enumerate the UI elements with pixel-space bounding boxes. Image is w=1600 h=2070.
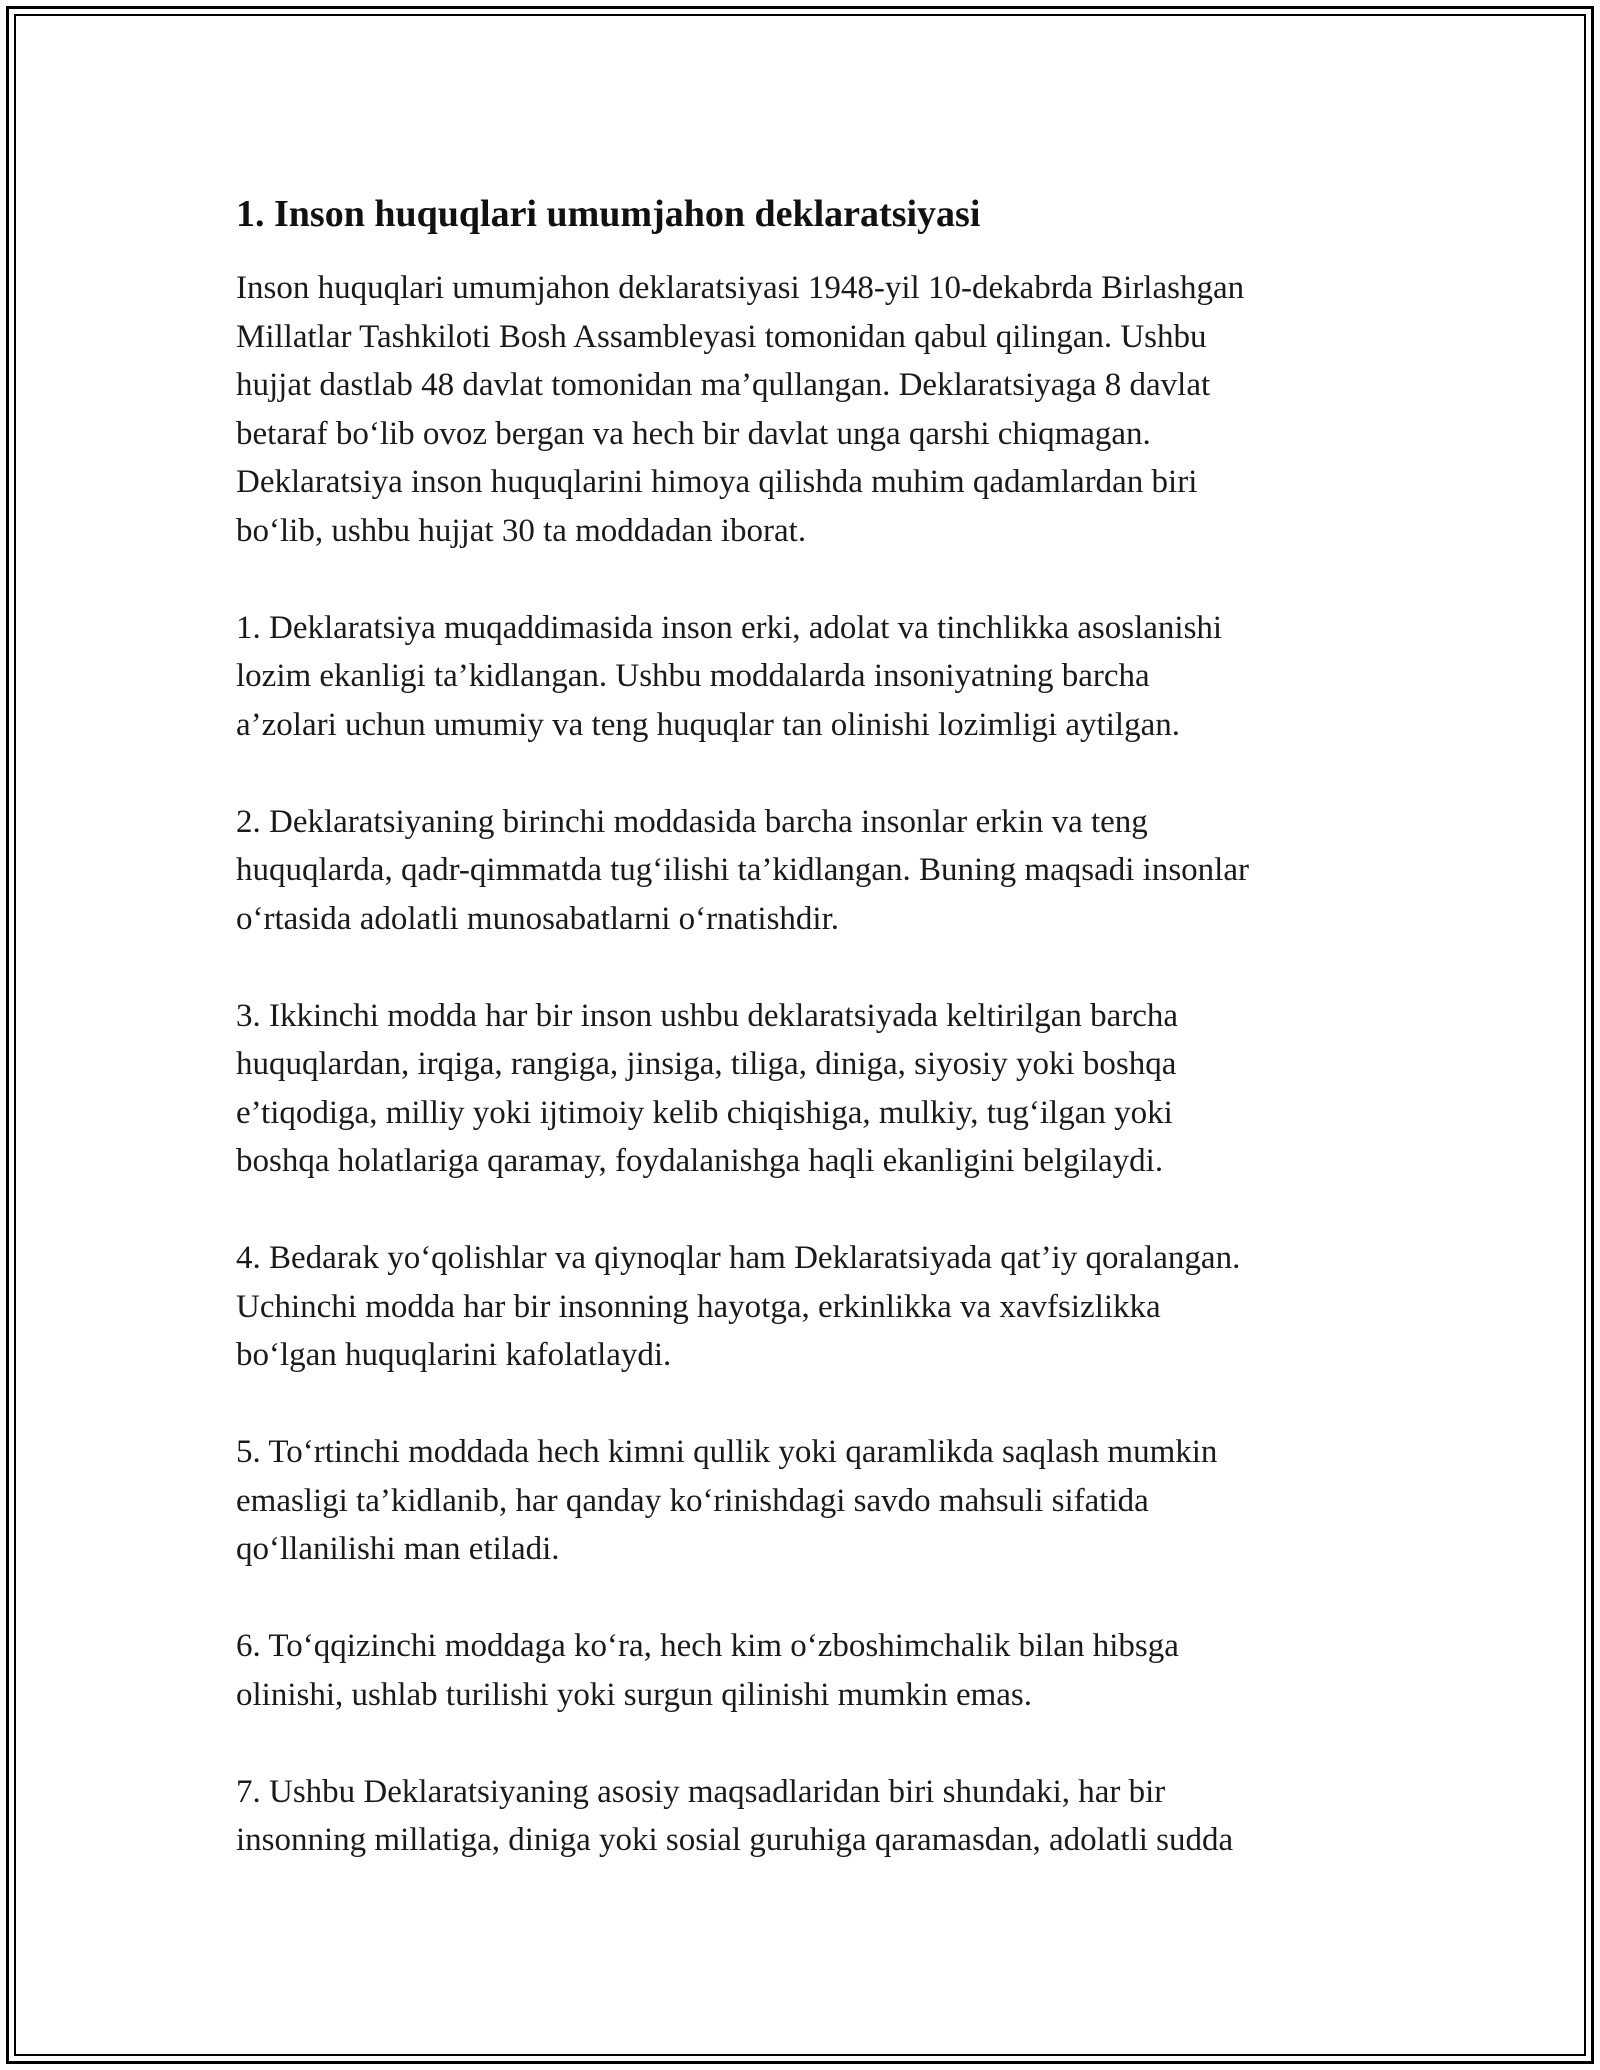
text-line: bo‘lgan huquqlarini kafolatlaydi. <box>236 1337 672 1373</box>
text-line: Deklaratsiya inson huquqlarini himoya qilishda muhim qadamlardan biri <box>236 464 1198 500</box>
text-line: Millatlar Tashkiloti Bosh Assambleyasi tomonidan qabul qilingan. Ushbu <box>236 318 1207 355</box>
text-line: 2. Deklaratsiyaning birinchi moddasida barcha insonlar erkin va teng <box>236 803 1148 840</box>
paragraph-5 <box>236 1428 1376 1574</box>
paragraph-4 <box>236 1234 1376 1380</box>
text-line: e’tiqodiga, milliy yoki ijtimoiy kelib chiqishiga, mulkiy, tug‘ilgan yoki <box>236 1094 1173 1131</box>
text-line: hujjat dastlab 48 davlat tomonidan ma’qullangan. Deklaratsiyaga 8 davlat <box>236 367 1211 403</box>
text-line: o‘rtasida adolatli munosabatlarni o‘rnatishdir. <box>236 900 840 937</box>
text-line: huquqlardan, irqiga, rangiga, jinsiga, tiliga, diniga, siyosiy yoki boshqa <box>236 1046 1177 1082</box>
text-line: a’zolari uchun umumiy va teng huquqlar tan olinishi lozimligi aytilgan. <box>236 706 1180 743</box>
text-line: huquqlarda, qadr-qimmatda tug‘ilishi ta’kidlangan. Buning maqsadi insonlar <box>236 852 1249 888</box>
text-line: boshqa holatlariga qaramay, foydalanishga haqli ekanligini belgilaydi. <box>236 1143 1164 1179</box>
text-line: 6. To‘qqizinchi moddaga ko‘ra, hech kim o‘zboshimchalik bilan hibsga <box>236 1628 1179 1664</box>
text-line: insonning millatiga, diniga yoki sosial guruhiga qaramasdan, adolatli sudda <box>236 1822 1234 1858</box>
document-body <box>236 186 1376 1913</box>
paragraph-7 <box>236 1768 1376 1865</box>
paragraph-6 <box>236 1622 1376 1719</box>
text-line: Uchinchi modda har bir insonning hayotga, erkinlikka va xavfsizlikka <box>236 1288 1161 1325</box>
paragraph-0 <box>236 264 1376 555</box>
text-line: olinishi, ushlab turilishi yoki surgun qilinishi mumkin emas. <box>236 1676 1032 1713</box>
text-line: emasligi ta’kidlanib, har qanday ko‘rinishdagi savdo mahsuli sifatida <box>236 1482 1149 1519</box>
text-line: bo‘lib, ushbu hujjat 30 ta moddadan iborat. <box>236 512 807 549</box>
text-line: 3. Ikkinchi modda har bir inson ushbu deklaratsiyada keltirilgan barcha <box>236 997 1179 1034</box>
text-line: qo‘llanilishi man etiladi. <box>236 1531 560 1567</box>
paragraph-3 <box>236 992 1376 1186</box>
text-line: lozim ekanligi ta’kidlangan. Ushbu moddalarda insoniyatning barcha <box>236 658 1150 694</box>
paragraph-1 <box>236 604 1376 750</box>
text-line: 1. Deklaratsiya muqaddimasida inson erki, adolat va tinchlikka asoslanishi <box>236 609 1223 646</box>
paragraph-2 <box>236 798 1376 944</box>
text-line: betaraf bo‘lib ovoz bergan va hech bir davlat unga qarshi chiqmagan. <box>236 415 1151 452</box>
text-line: 7. Ushbu Deklaratsiyaning asosiy maqsadlaridan biri shundaki, har bir <box>236 1773 1166 1810</box>
text-line: 4. Bedarak yo‘qolishlar va qiynoqlar ham Deklaratsiyada qat’iy qoralangan. <box>236 1240 1241 1276</box>
document-title: 1. Inson huquqlari umumjahon deklaratsiyasi <box>236 193 981 235</box>
paragraph-list <box>236 264 1376 1865</box>
text-line: 5. To‘rtinchi moddada hech kimni qullik yoki qaramlikda saqlash mumkin <box>236 1434 1218 1470</box>
text-line: Inson huquqlari umumjahon deklaratsiyasi 1948-yil 10-dekabrda Birlashgan <box>236 270 1245 306</box>
